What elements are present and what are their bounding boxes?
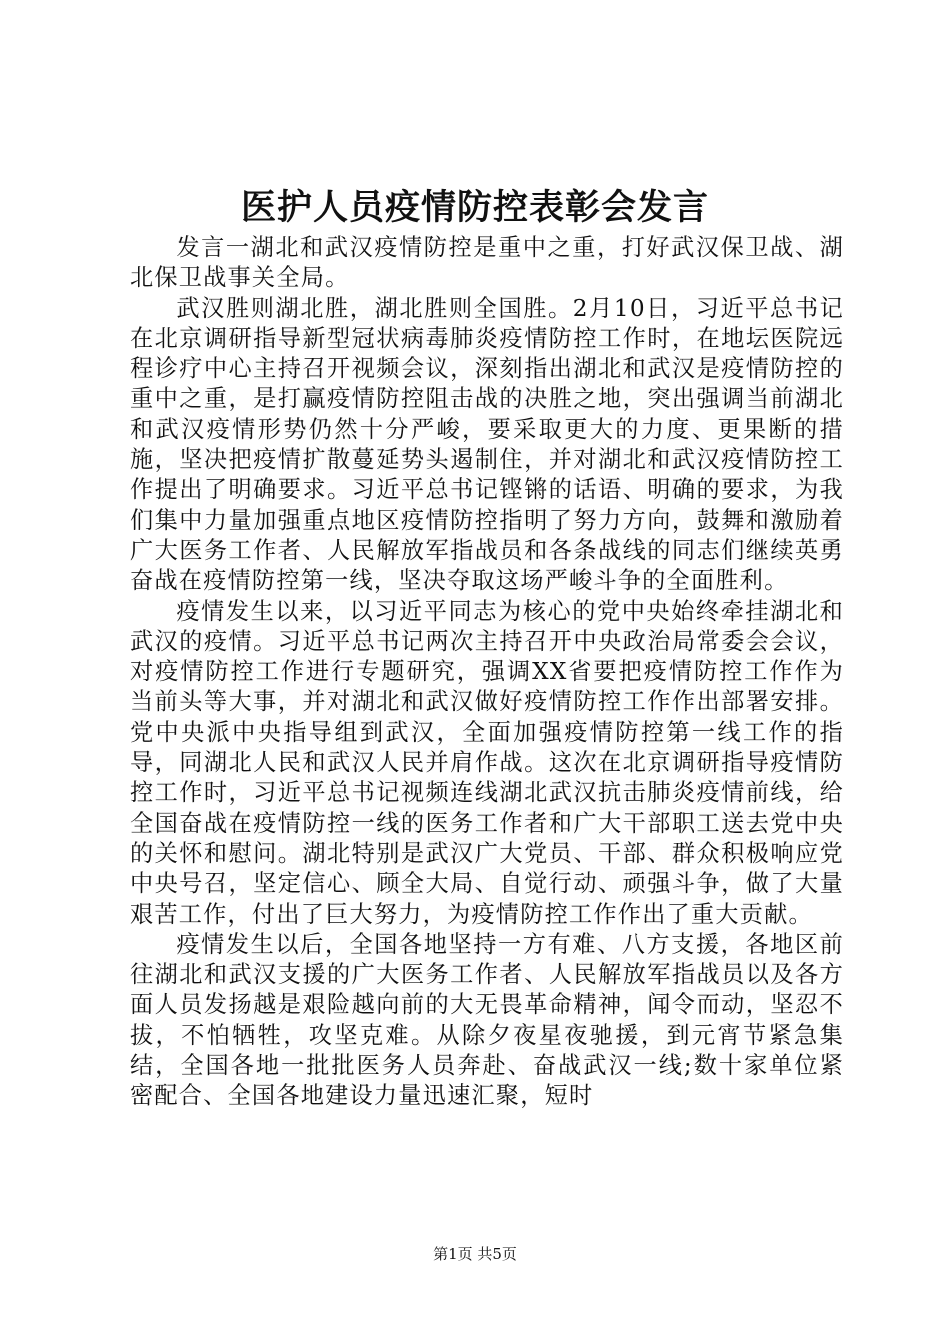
- paragraph-3: 疫情发生以来，以习近平同志为核心的党中央始终牵挂湖北和武汉的疫情。习近平总书记两次主持召开中央政治局常委会会议，对疫情防控工作进行专题研究，强调XX省要把疫情防控工作作为当前头等大事，并对湖北和武汉做好疫情防控工作作出部署安排。党中央派中央指导组到武汉，全面加强疫情防控第一线工作的指导，同湖北人民和武汉人民并肩作战。这次在北京调研指导疫情防控工作时，习近平总书记视频连线湖北武汉抗击肺炎疫情前线，给全国奋战在疫情防控一线的医务工作者和广大干部职工送去党中央的关怀和慰问。湖北特别是武汉广大党员、干部、群众积极响应党中央号召，坚定信心、顾全大局、自觉行动、顽强斗争，做了大量艰苦工作，付出了巨大努力，为疫情防控工作作出了重大贡献。: [130, 597, 844, 928]
- paragraph-1: 发言一湖北和武汉疫情防控是重中之重，打好武汉保卫战、湖北保卫战事关全局。: [130, 234, 844, 292]
- document-body: [130, 233, 844, 1112]
- document-title: 医护人员疫情防控表彰会发言: [240, 188, 709, 228]
- paragraph-2: 武汉胜则湖北胜，湖北胜则全国胜。2月10日，习近平总书记在北京调研指导新型冠状病毒肺炎疫情防控工作时，在地坛医院远程诊疗中心主持召开视频会议，深刻指出湖北和武汉是疫情防控的重中之重，是打赢疫情防控阻击战的决胜之地，突出强调当前湖北和武汉疫情形势仍然十分严峻，要采取更大的力度、更果断的措施，坚决把疫情扩散蔓延势头遏制住，并对湖北和武汉疫情防控工作提出了明确要求。习近平总书记铿锵的话语、明确的要求，为我们集中力量加强重点地区疫情防控指明了努力方向，鼓舞和激励着广大医务工作者、人民解放军指战员和各条战线的同志们继续英勇奋战在疫情防控第一线，坚决夺取这场严峻斗争的全面胜利。: [130, 294, 844, 595]
- paragraph-4: 疫情发生以后，全国各地坚持一方有难、八方支援，各地区前往湖北和武汉支援的广大医务工作者、人民解放军指战员以及各方面人员发扬越是艰险越向前的大无畏革命精神，闻令而动，坚忍不拔，不怕牺牲，攻坚克难。从除夕夜星夜驰援，到元宵节紧急集结，全国各地一批批医务人员奔赴、奋战武汉一线;数十家单位紧密配合、全国各地建设力量迅速汇聚，短时: [130, 930, 844, 1110]
- page-number-footer: 第1页 共5页: [433, 1245, 517, 1263]
